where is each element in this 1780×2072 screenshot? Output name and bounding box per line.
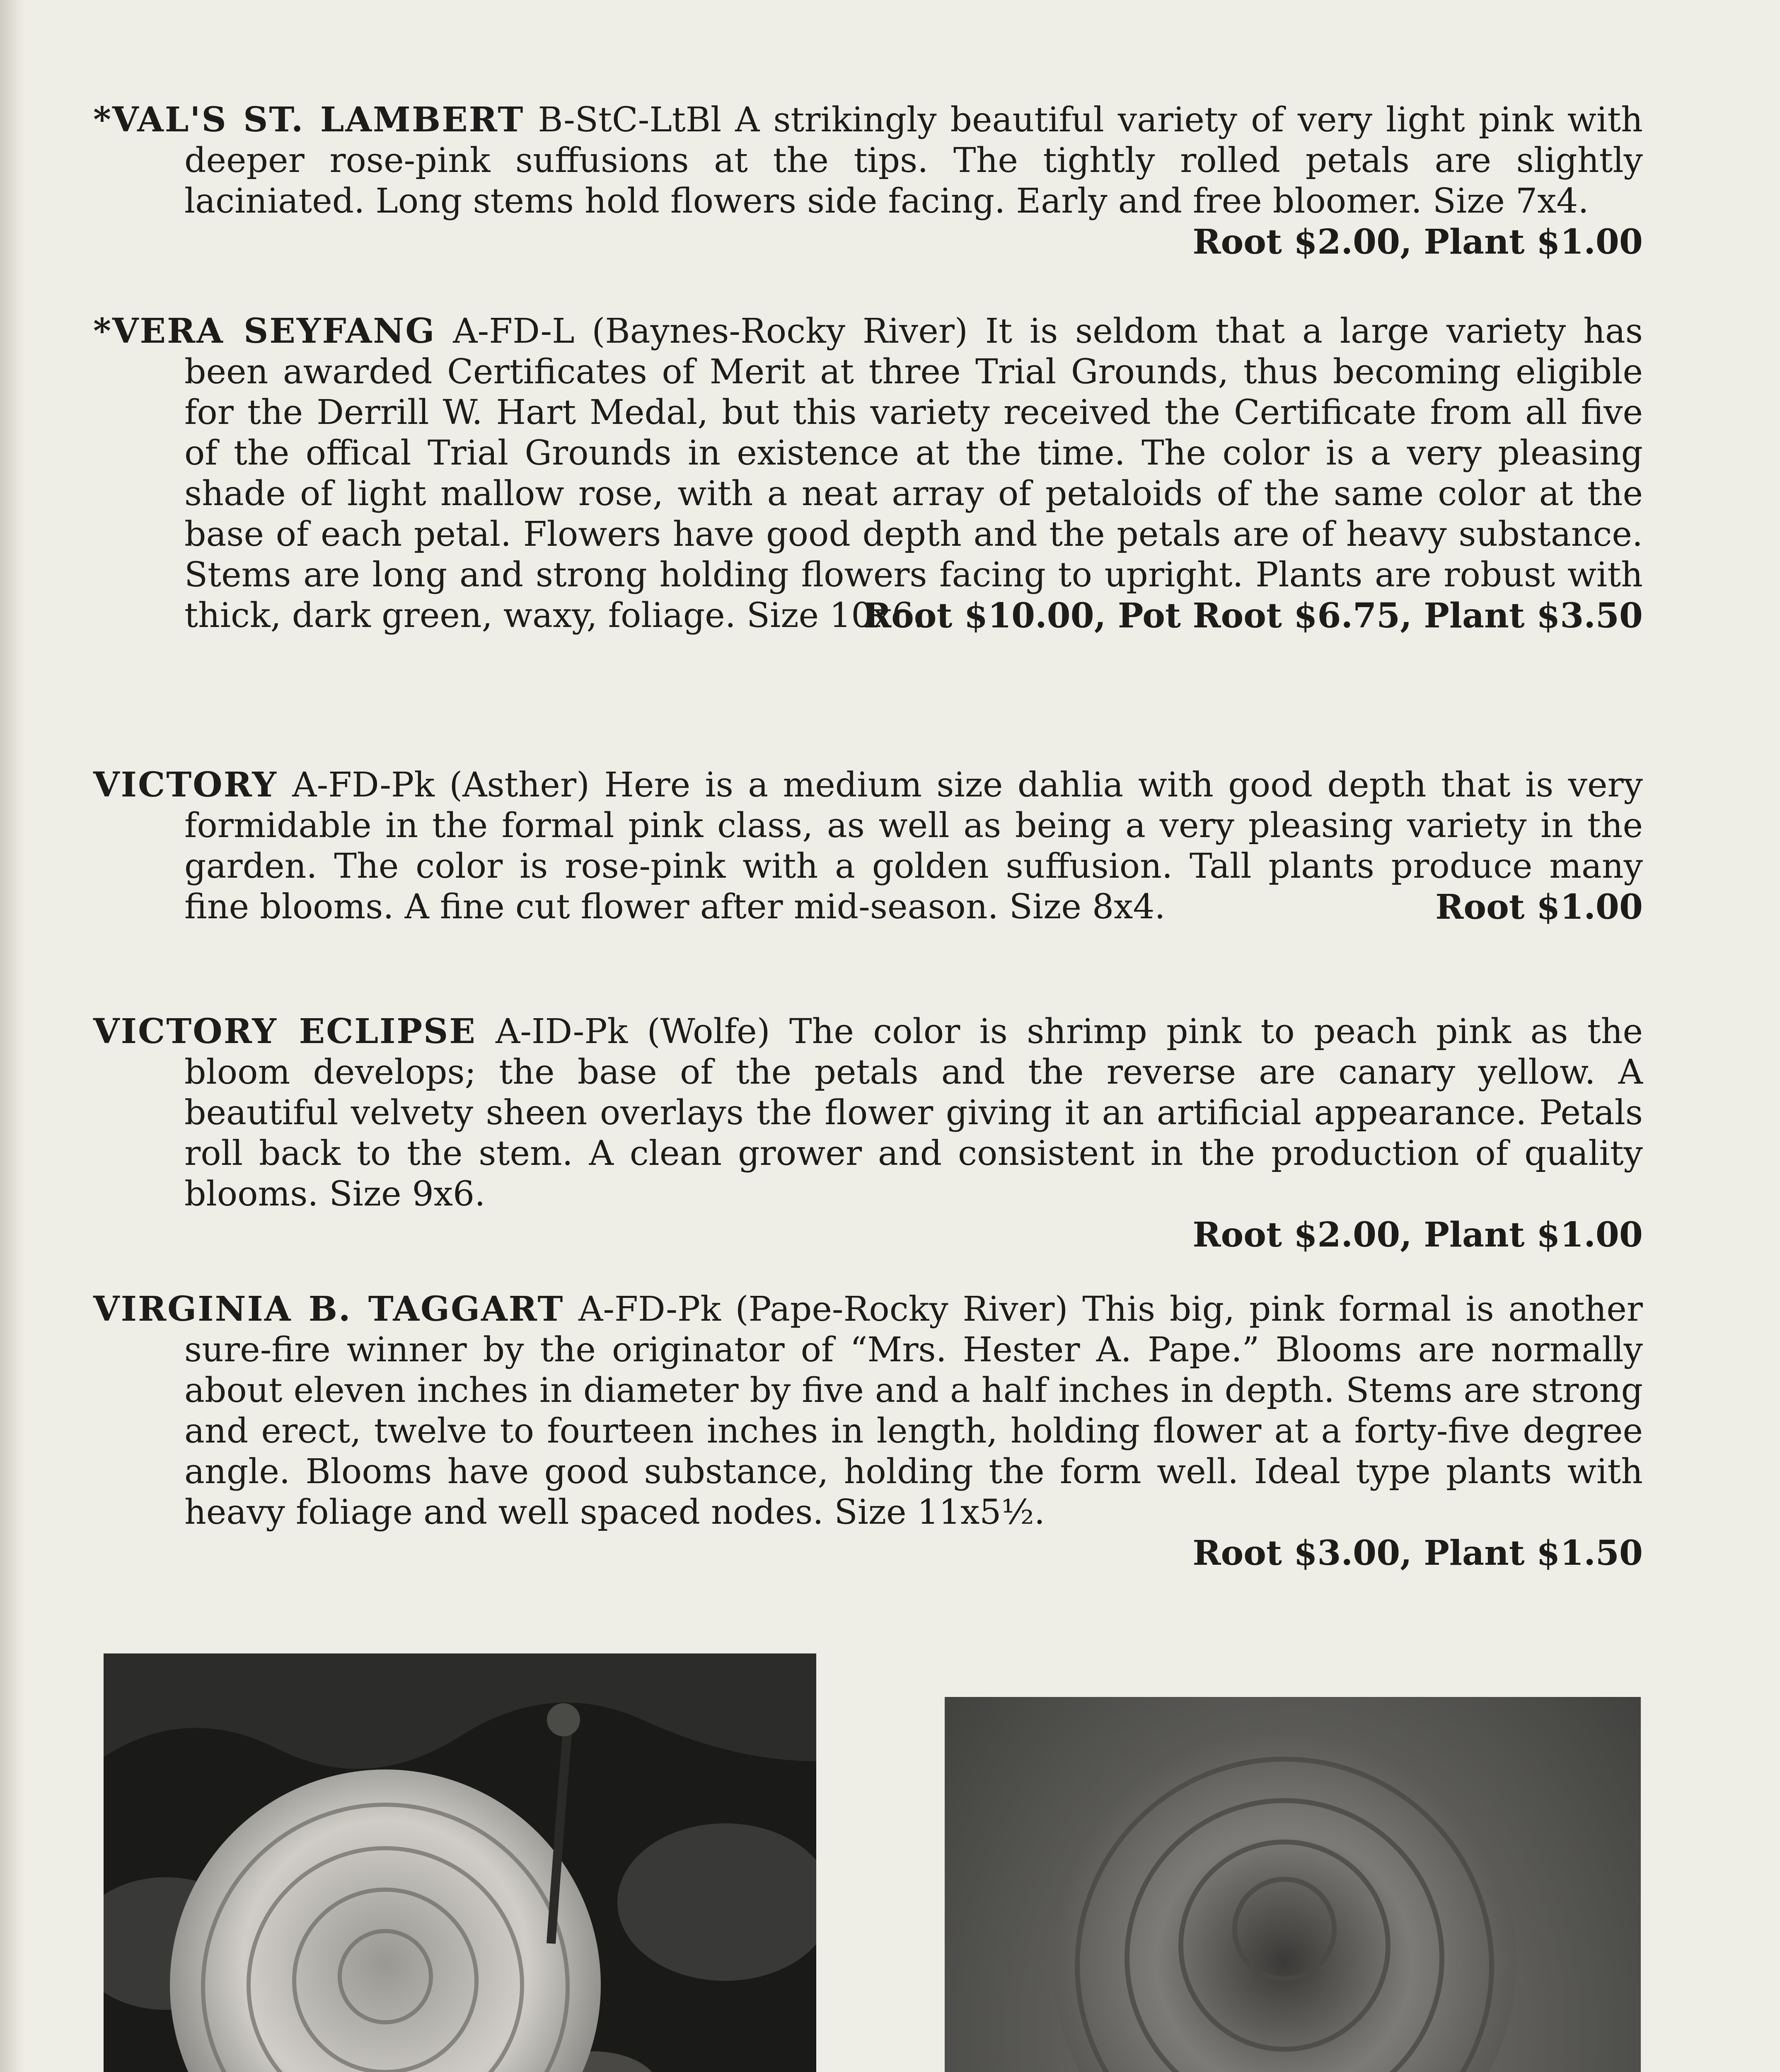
dahlia-in-garden-illustration (104, 1653, 816, 2072)
variety-name: VIRGINIA B. TAGGART (93, 1289, 564, 1329)
dahlia-bloom-illustration (945, 1697, 1641, 2072)
variety-description: B-StC-LtBl A strikingly beautiful variety of very light pink with deeper rose-pink suffusions at the tips. The tightly rolled petals are slightly laciniated. Long stems hold flowers side facing. Early and free bloomer. Size 7x4. (184, 100, 1643, 221)
variety-description: A-ID-Pk (Wolfe) The color is shrimp pink to peach pink as the bloom develops; the base of the petals and the reverse are canary yellow. A beautiful velvety sheen overlays the flower giving it an artificial appearance. Petals roll back to the stem. A clean grower and consistent in the production of quality blooms. Size 9x6. (184, 1012, 1643, 1214)
variety-price: Root $10.00, Pot Root $6.75, Plant $3.50 (863, 596, 1643, 636)
variety-name: VICTORY (93, 765, 278, 805)
variety-name: *VAL'S ST. LAMBERT (93, 100, 525, 140)
page-spine-shadow (0, 0, 25, 2072)
variety-price: Root $2.00, Plant $1.00 (1192, 1215, 1643, 1255)
catalog-entry (93, 765, 1643, 927)
catalog-entry (93, 1289, 1643, 1573)
catalog-entry (93, 311, 1643, 636)
variety-description: A-FD-Pk (Pape-Rocky River) This big, pink formal is another sure-fire winner by the originator of “Mrs. Hester A. Pape.” Blooms are normally about eleven inches in diameter by five and a half inches in depth. Stems are strong and erect, twelve to fourteen inches in length, holding flower at a forty-five degree angle. Blooms have good substance, holding the form well. Ideal type plants with heavy foliage and well spaced nodes. Size 11x5½. (184, 1290, 1643, 1532)
catalog-entry (93, 1011, 1643, 1255)
variety-name: *VERA SEYFANG (93, 311, 436, 351)
virginia-b-taggart-photo (945, 1697, 1641, 2072)
vera-seyfang-photo (104, 1653, 816, 2072)
variety-description: A-FD-Pk (Asther) Here is a medium size dahlia with good depth that is very formidable in the formal pink class, as well as being a very pleasing variety in the garden. The color is rose-pink with a golden suffusion. Tall plants produce many fine blooms. A fine cut flower after mid-season. Size 8x4. (184, 765, 1643, 927)
variety-price: Root $1.00 (1435, 887, 1643, 927)
variety-description: A-FD-L (Baynes-Rocky River) It is seldom that a large variety has been awarded Certificates of Merit at three Trial Grounds, thus becoming eligible for the Derrill W. Hart Medal, but this variety received the Certificate from all five of the offical Trial Grounds in existence at the time. The color is a very pleasing shade of light mallow rose, with a neat array of petaloids of the same color at the base of each petal. Flowers have good depth and the petals are of heavy substance. Stems are long and strong holding flowers facing to upright. Plants are robust with thick, dark green, waxy, foliage. Size 10x6. (184, 312, 1643, 635)
variety-name: VICTORY ECLIPSE (93, 1012, 476, 1051)
variety-price: Root $2.00, Plant $1.00 (1192, 222, 1643, 262)
catalog-entry (93, 99, 1643, 262)
variety-price: Root $3.00, Plant $1.50 (1192, 1533, 1643, 1573)
